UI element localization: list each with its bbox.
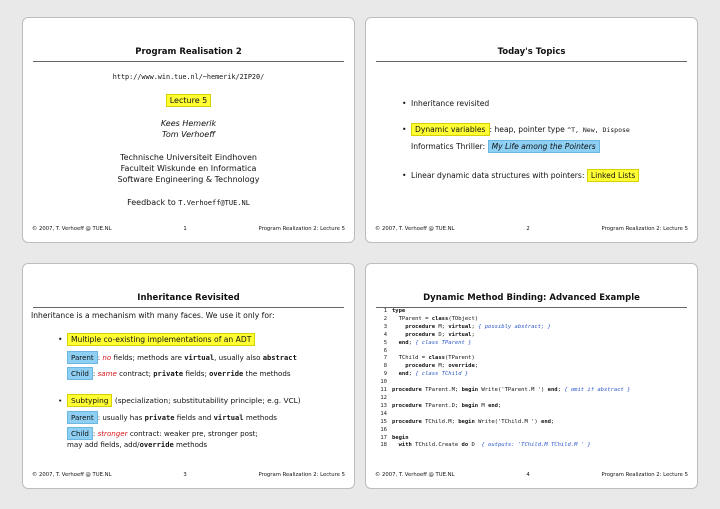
- line-number: 14: [380, 410, 387, 417]
- footer-page-number: 1: [183, 226, 187, 232]
- feedback-label: Feedback to: [127, 198, 176, 207]
- emphasis: same: [97, 369, 117, 378]
- code-text: ;: [408, 371, 416, 378]
- code-text: ;: [471, 323, 479, 330]
- code-keyword: begin: [392, 434, 409, 441]
- keyword: private: [153, 369, 184, 378]
- slide-title: Today's Topics: [497, 47, 566, 57]
- line-number: 11: [380, 387, 387, 394]
- text: fields;: [185, 369, 207, 378]
- code-keyword: end: [488, 402, 498, 409]
- text: :: [92, 429, 96, 438]
- code-keyword: procedure: [392, 402, 422, 409]
- line-number: 16: [380, 426, 387, 433]
- institution-3: Software Engineering & Technology: [117, 175, 260, 184]
- footer-page-number: 2: [526, 226, 530, 232]
- parent-label: Parent: [67, 411, 98, 424]
- code-text: D;: [435, 331, 449, 338]
- code-text: TChild.M;: [421, 418, 459, 425]
- line-number: 15: [380, 418, 387, 425]
- code-text: [392, 371, 399, 377]
- child-line-2: [67, 429, 258, 438]
- code-text: ;: [474, 363, 479, 370]
- thriller-label: Informatics Thriller:: [411, 142, 486, 151]
- footer-course: Program Realization 2: Lecture 5: [601, 226, 688, 232]
- line-number: 6: [383, 347, 387, 354]
- code-keyword: end: [398, 371, 409, 378]
- slide-footer: [375, 472, 688, 478]
- code-keyword: do: [461, 442, 469, 449]
- topic-inheritance: [411, 99, 489, 108]
- lecture-label-wrap: [23, 96, 354, 105]
- line-number: 3: [383, 323, 387, 330]
- line-number: 1: [383, 308, 387, 314]
- code-keyword: class: [431, 315, 449, 322]
- text: : usually has: [97, 413, 143, 422]
- course-url[interactable]: http://www.win.tue.nl/~hemerik/2IP20/: [112, 73, 265, 81]
- text: fields; methods are: [113, 353, 182, 362]
- footer-copyright: © 2007, T. Verhoeff @ TUE.NL: [375, 472, 455, 478]
- code-keyword: override: [448, 363, 475, 370]
- thriller-line: [411, 142, 600, 151]
- emphasis: stronger: [97, 429, 128, 438]
- parent-line-1: [67, 353, 297, 362]
- code-keyword: procedure: [405, 363, 436, 370]
- code-text: [392, 324, 405, 330]
- text: methods: [245, 413, 277, 422]
- code-line: [375, 435, 630, 443]
- code-line: [375, 419, 630, 427]
- code-line: [375, 316, 630, 324]
- code-keyword: begin: [461, 387, 479, 394]
- code-text: TParent.D;: [421, 402, 462, 409]
- code-text: [392, 340, 399, 346]
- code-keyword: procedure: [392, 387, 422, 394]
- topic-text: Inheritance revisited: [411, 99, 490, 108]
- code-line: [375, 363, 630, 371]
- text: contract;: [119, 369, 152, 378]
- code-text: ;: [550, 418, 555, 425]
- slide-title: Dynamic Method Binding: Advanced Example: [423, 293, 640, 303]
- feedback-email[interactable]: T.Verhoeff@TUE.NL: [178, 199, 250, 207]
- highlight-multiple-implementations: Multiple co-existing implementations of an ADT: [67, 333, 255, 346]
- code-keyword: end: [541, 418, 551, 425]
- line-number: 18: [380, 442, 387, 449]
- topic-linked-lists: [411, 171, 639, 180]
- slide-title: Inheritance Revisited: [137, 293, 240, 303]
- line-number: 8: [383, 363, 387, 370]
- keyword: virtual: [184, 353, 215, 362]
- thriller-title: My Life among the Pointers: [488, 140, 600, 153]
- topic-text: : heap, pointer type: [489, 125, 565, 134]
- emphasis: no: [102, 353, 112, 362]
- line-number: 9: [383, 371, 387, 378]
- code-comment: { omit if abstract }: [564, 387, 631, 394]
- code-line: [375, 427, 630, 435]
- slide-title: Program Realisation 2: [135, 47, 242, 57]
- title-rule: [376, 61, 687, 62]
- code-keyword: with: [398, 442, 412, 449]
- line-number: 10: [380, 379, 387, 386]
- parent-label: Parent: [67, 351, 98, 364]
- text: fields and: [176, 413, 212, 422]
- code-keyword: procedure: [392, 418, 422, 425]
- line-number: 17: [380, 434, 387, 441]
- child-line-1: [67, 369, 291, 378]
- code-keyword: begin: [458, 418, 475, 425]
- code-text: TChild =: [392, 355, 429, 362]
- code-line: [375, 411, 630, 419]
- code-text: Write('TChild.M '): [474, 418, 542, 425]
- code-line: [375, 340, 630, 348]
- slide-4: [365, 263, 698, 489]
- code-text: TParent.M;: [421, 387, 462, 394]
- text: may add fields, add/: [67, 440, 140, 449]
- code-line: [375, 371, 630, 379]
- child-label: Child: [67, 427, 93, 440]
- code-line: [375, 379, 630, 387]
- slide-1: [22, 17, 355, 243]
- code-line: [375, 308, 630, 316]
- code-keyword: procedure: [405, 323, 436, 330]
- code-comment: { possibly abstract; }: [478, 323, 551, 330]
- code-line: [375, 395, 630, 403]
- slide-footer: [32, 226, 345, 232]
- code-keyword: virtual: [448, 323, 472, 330]
- line-number: 13: [380, 402, 387, 409]
- code-keyword: begin: [461, 402, 479, 409]
- line-number: 4: [383, 331, 387, 338]
- institution-2: Faculteit Wiskunde en Informatica: [120, 164, 257, 173]
- code-text: ;: [408, 339, 416, 346]
- text: methods: [176, 440, 208, 449]
- code-text: ;: [557, 387, 565, 394]
- code-line: [375, 387, 630, 395]
- highlight-subtyping: Subtyping: [67, 394, 112, 407]
- slide-3: [22, 263, 355, 489]
- code-text: M: [478, 402, 489, 409]
- child-line-2b: [67, 440, 207, 449]
- code-text: TChild.Create: [411, 442, 462, 449]
- intro-text: Inheritance is a mechanism with many faces. We use it only for:: [31, 311, 275, 320]
- code-comment: { class TChild }: [415, 371, 469, 378]
- code-comment: { outputs: 'TChild.M TChild.M ' }: [481, 442, 591, 449]
- code-keyword: type: [392, 308, 406, 314]
- author-2: Tom Verhoeff: [161, 130, 215, 139]
- code-line: [375, 355, 630, 363]
- lecture-label: Lecture 5: [166, 94, 212, 107]
- code-keyword: end: [547, 387, 558, 394]
- text: :: [97, 353, 101, 362]
- footer-course: Program Realization 2: Lecture 5: [258, 226, 345, 232]
- author-1: Kees Hemerik: [160, 119, 217, 128]
- line-number: 7: [383, 355, 387, 362]
- keyword: private: [144, 413, 175, 422]
- code-text: [392, 332, 405, 338]
- topic-code: ^T, New, Dispose: [567, 126, 630, 134]
- institution-1: Technische Universiteit Eindhoven: [120, 153, 257, 162]
- code-line: [375, 403, 630, 411]
- code-text: M;: [435, 363, 449, 370]
- code-text: Write('TParent.M '): [478, 387, 548, 394]
- code-text: [392, 442, 399, 448]
- code-keyword: procedure: [405, 331, 436, 338]
- line-number: 5: [383, 339, 387, 346]
- text: the methods: [245, 369, 291, 378]
- child-label: Child: [67, 367, 93, 380]
- code-text: TParent =: [392, 315, 432, 322]
- text: (specialization; substitutability principle; e.g. VCL): [114, 396, 301, 405]
- text: contract: weaker pre, stronger post;: [129, 429, 258, 438]
- bullet-subtyping: [67, 396, 301, 405]
- footer-course: Program Realization 2: Lecture 5: [601, 472, 688, 478]
- text: :: [92, 369, 96, 378]
- code-line: [375, 348, 630, 356]
- code-line: [375, 332, 630, 340]
- code-comment: { class TParent }: [415, 339, 472, 346]
- topic-text: Linear dynamic data structures with pointers:: [411, 171, 585, 180]
- code-keyword: end: [398, 339, 409, 346]
- code-text: D: [468, 442, 482, 449]
- text: , usually also: [214, 353, 261, 362]
- feedback-line: [23, 198, 354, 207]
- highlight-dynamic-variables: Dynamic variables: [411, 123, 490, 136]
- slide-2: [365, 17, 698, 243]
- code-text: M;: [435, 323, 449, 330]
- title-rule: [33, 307, 344, 308]
- keyword: virtual: [213, 413, 244, 422]
- bullet-multiple-implementations: [67, 335, 255, 344]
- code-keyword: virtual: [448, 331, 472, 338]
- highlight-linked-lists: Linked Lists: [587, 169, 639, 182]
- keyword: abstract: [262, 353, 297, 362]
- title-rule: [33, 61, 344, 62]
- footer-copyright: © 2007, T. Verhoeff @ TUE.NL: [32, 226, 112, 232]
- line-number: 2: [383, 315, 387, 322]
- code-text: [392, 363, 405, 369]
- footer-course: Program Realization 2: Lecture 5: [258, 472, 345, 478]
- code-line: [375, 442, 630, 450]
- keyword: override: [139, 440, 174, 449]
- keyword: override: [209, 369, 244, 378]
- slide-footer: [375, 226, 688, 232]
- footer-copyright: © 2007, T. Verhoeff @ TUE.NL: [375, 226, 455, 232]
- footer-copyright: © 2007, T. Verhoeff @ TUE.NL: [32, 472, 112, 478]
- code-listing: [375, 308, 630, 450]
- topic-dynamic-variables: [411, 125, 630, 134]
- footer-page-number: 3: [183, 472, 187, 478]
- code-text: ;: [498, 402, 502, 409]
- footer-page-number: 4: [526, 472, 530, 478]
- code-text: ;: [471, 331, 475, 338]
- parent-line-2: [67, 413, 277, 422]
- slide-footer: [32, 472, 345, 478]
- line-number: 12: [380, 394, 387, 401]
- code-text: (TParent): [445, 355, 475, 362]
- code-text: (TObject): [448, 315, 479, 322]
- code-keyword: class: [428, 355, 445, 362]
- code-line: [375, 324, 630, 332]
